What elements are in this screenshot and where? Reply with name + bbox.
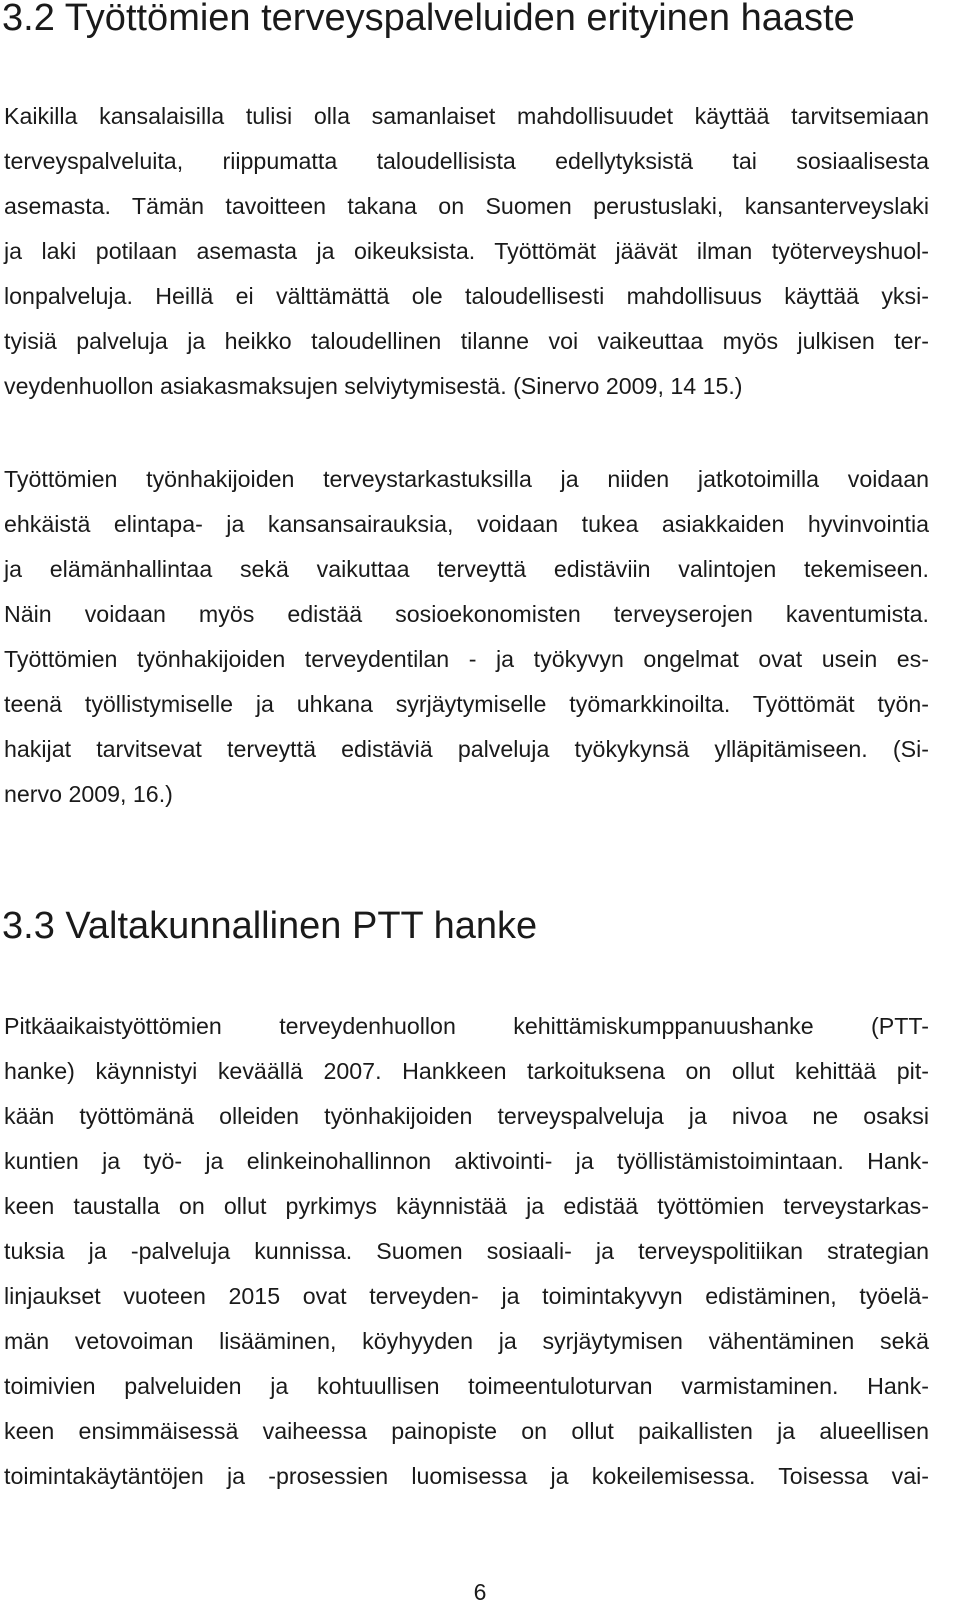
text-line: Pitkäaikaistyöttömien terveydenhuollon kehittämiskumppanuushanke (PTT- — [4, 1013, 929, 1039]
text-line: terveyspalveluita, riippumatta taloudellisista edellytyksistä tai sosiaalisesta — [4, 148, 929, 174]
text-line: keen ensimmäisessä vaiheessa painopiste on ollut paikallisten ja alueellisen — [4, 1418, 929, 1444]
text-line: Kaikilla kansalaisilla tulisi olla samanlaiset mahdollisuudet käyttää tarvitsemiaan — [4, 103, 929, 129]
text-line: hanke) käynnistyi keväällä 2007. Hankkeen tarkoituksena on ollut kehittää pit- — [4, 1058, 929, 1084]
text-line: kuntien ja työ- ja elinkeinohallinnon aktivointi- ja työllistämistoimintaan. Hank- — [4, 1148, 929, 1174]
text-line: ehkäistä elintapa- ja kansansairauksia, voidaan tukea asiakkaiden hyvinvointia — [4, 511, 929, 537]
text-line: Työttömien työnhakijoiden terveydentilan - ja työkyvyn ongelmat ovat usein es- — [4, 646, 929, 672]
text-line: toimivien palveluiden ja kohtuullisen toimeentuloturvan varmistaminen. Hank- — [4, 1373, 929, 1399]
text-line: kään työttömänä olleiden työnhakijoiden terveyspalveluja ja nivoa ne osaksi — [4, 1103, 929, 1129]
text-line: linjaukset vuoteen 2015 ovat terveyden- ja toimintakyvyn edistäminen, työelä- — [4, 1283, 929, 1309]
text-line: toimintakäytäntöjen ja -prosessien luomisessa ja kokeilemisessa. Toisessa vai- — [4, 1463, 929, 1489]
text-line: veydenhuollon asiakasmaksujen selviytymisestä. (Sinervo 2009, 14 15.) — [4, 373, 743, 399]
text-line: tyisiä palveluja ja heikko taloudellinen tilanne voi vaikeuttaa myös julkisen ter- — [4, 328, 929, 354]
text-line: ja laki potilaan asemasta ja oikeuksista. Työttömät jäävät ilman työterveyshuol- — [4, 238, 929, 264]
text-line: hakijat tarvitsevat terveyttä edistäviä palveluja työkykynsä ylläpitämiseen. (Si- — [4, 736, 929, 762]
section-heading-3-2: 3.2 Työttömien terveyspalveluiden erityinen haaste — [2, 0, 855, 39]
section-heading-3-3: 3.3 Valtakunnallinen PTT hanke — [2, 905, 538, 947]
text-line: Näin voidaan myös edistää sosioekonomisten terveyserojen kaventumista. — [4, 601, 929, 627]
text-line: tuksia ja -palveluja kunnissa. Suomen sosiaali- ja terveyspolitiikan strategian — [4, 1238, 929, 1264]
text-line: teenä työllistymiselle ja uhkana syrjäytymiselle työmarkkinoilta. Työttömät työn- — [4, 691, 929, 717]
paragraph-3-3-1 — [4, 1004, 929, 1499]
text-line: lonpalveluja. Heillä ei välttämättä ole taloudellisesti mahdollisuus käyttää yksi- — [4, 283, 929, 309]
text-line: asemasta. Tämän tavoitteen takana on Suomen perustuslaki, kansanterveyslaki — [4, 193, 929, 219]
text-line: Työttömien työnhakijoiden terveystarkastuksilla ja niiden jatkotoimilla voidaan — [4, 466, 929, 492]
paragraph-3-2-2 — [4, 457, 929, 817]
page-number: 6 — [473, 1579, 487, 1605]
text-line: män vetovoiman lisääminen, köyhyyden ja syrjäytymisen vähentäminen sekä — [4, 1328, 929, 1354]
text-line: nervo 2009, 16.) — [4, 781, 173, 807]
text-line: keen taustalla on ollut pyrkimys käynnistää ja edistää työttömien terveystarkas- — [4, 1193, 929, 1219]
text-line: ja elämänhallintaa sekä vaikuttaa terveyttä edistäviin valintojen tekemiseen. — [4, 556, 929, 582]
paragraph-3-2-1 — [4, 94, 929, 409]
